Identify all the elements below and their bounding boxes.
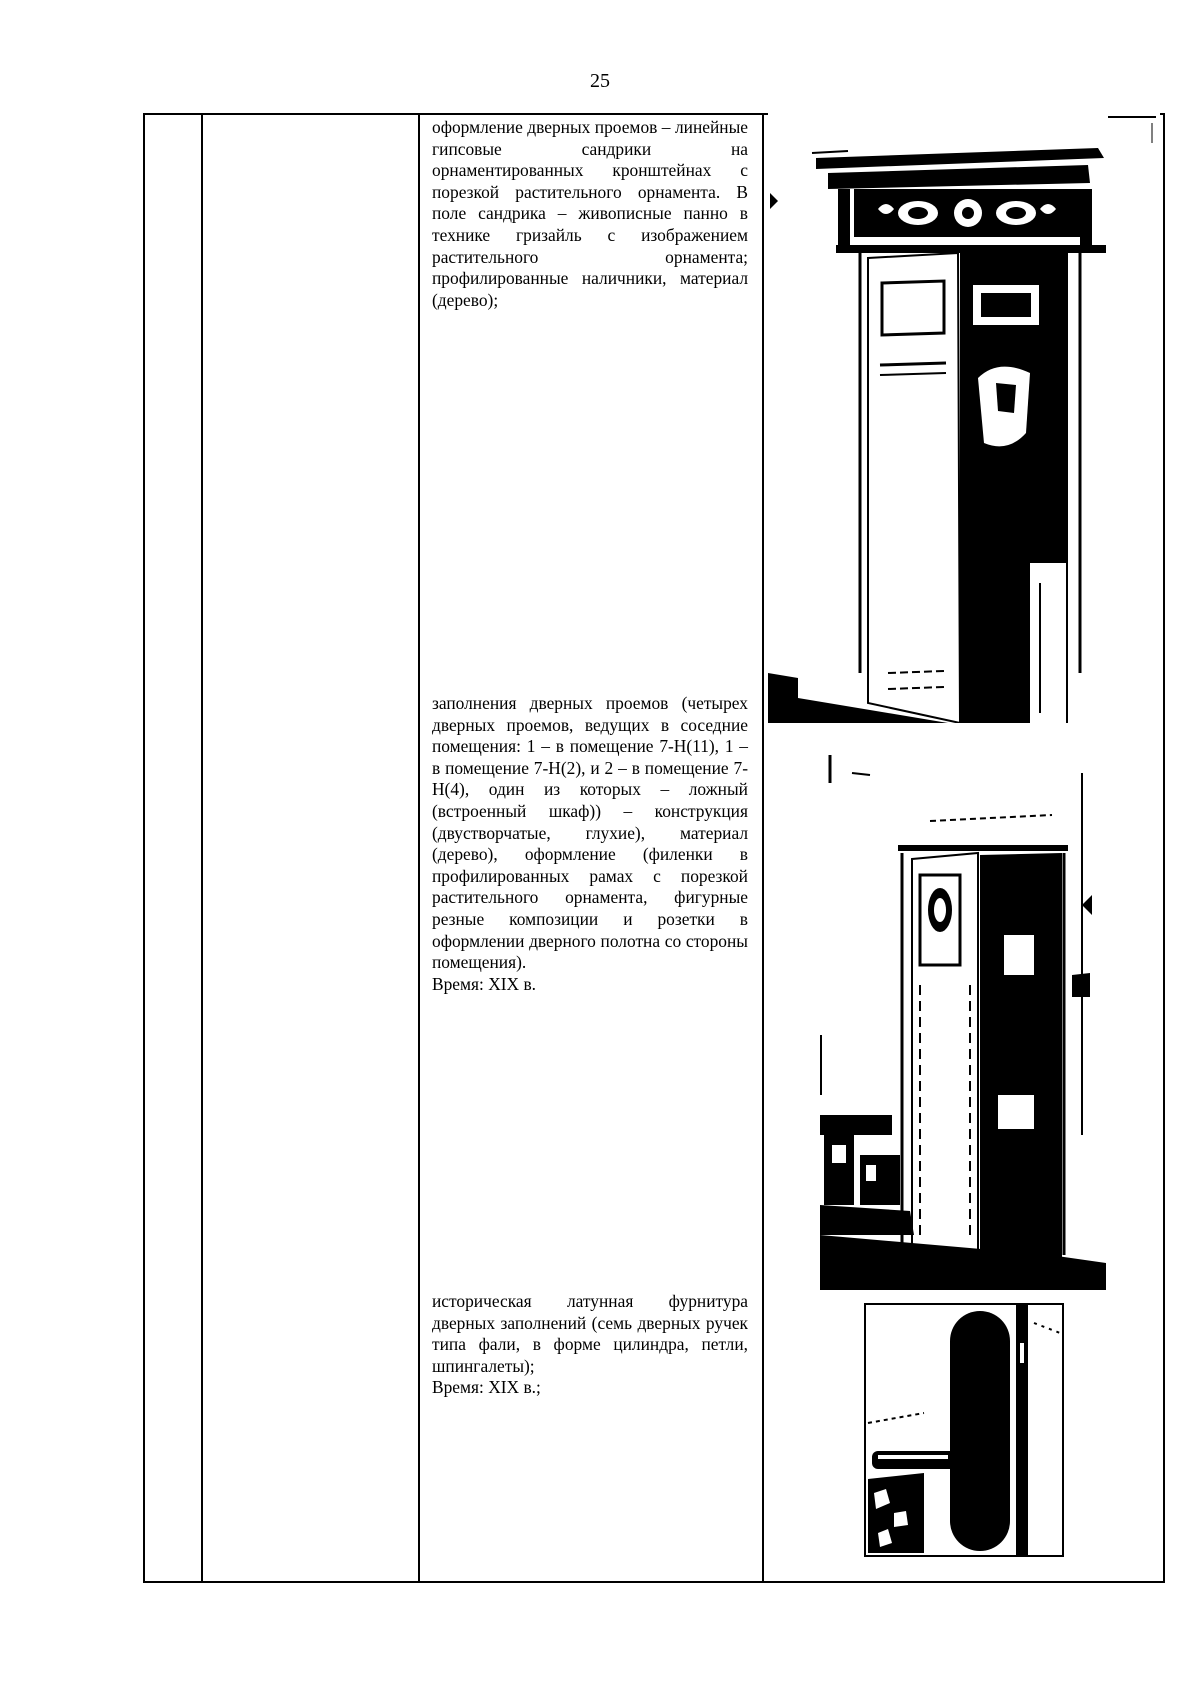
table-bottom-border — [143, 1581, 1165, 1583]
paragraph: Время: XIX в.; — [432, 1377, 541, 1398]
table-column-divider — [201, 113, 203, 1583]
paragraph: оформление дверных проемов – линейные гипсовые сандрики на орнаментированных кронштейнах с порезкой растительного орнамента. В поле сандрика – живописные панно в технике гризайль с изображением растительного орнамента; профилированные наличники, материал (дерево); — [432, 117, 748, 310]
paragraph: Время: XIX в. — [432, 973, 537, 994]
entry-text-doorway-decoration — [432, 117, 748, 311]
doorway-with-sandrik-photo — [768, 113, 1160, 723]
paragraph: историческая латунная фурнитура дверных заполнений (семь дверных ручек типа фали, в форме цилиндра, петли, шпингалеты); — [432, 1291, 748, 1376]
entry-text-door-hardware — [432, 1291, 748, 1399]
paragraph: заполнения дверных проемов (четырех дверных проемов, ведущих в соседние помещения: 1 – в помещение 7-Н(11), 1 – в помещение 7-Н(2), и 2 – в помещение 7-Н(4), один из которых – ложный (встроенный шкаф)) – конструкция (двустворчатые, глухие), материал (дерево), оформление (филенки в профилированных рамах с порезкой растительного орнамента, фигурные резные композиции и розетки в оформлении дверного полотна со стороны помещения). — [432, 693, 748, 973]
table-column-divider — [1163, 113, 1165, 1583]
entry-text-door-fillings — [432, 693, 748, 995]
table-column-divider — [762, 113, 764, 1583]
table-column-divider — [143, 113, 145, 1583]
door-handle-photo — [864, 1303, 1064, 1557]
double-door-photo — [820, 735, 1106, 1290]
page-number: 25 — [590, 70, 610, 92]
table-column-divider — [418, 113, 420, 1583]
